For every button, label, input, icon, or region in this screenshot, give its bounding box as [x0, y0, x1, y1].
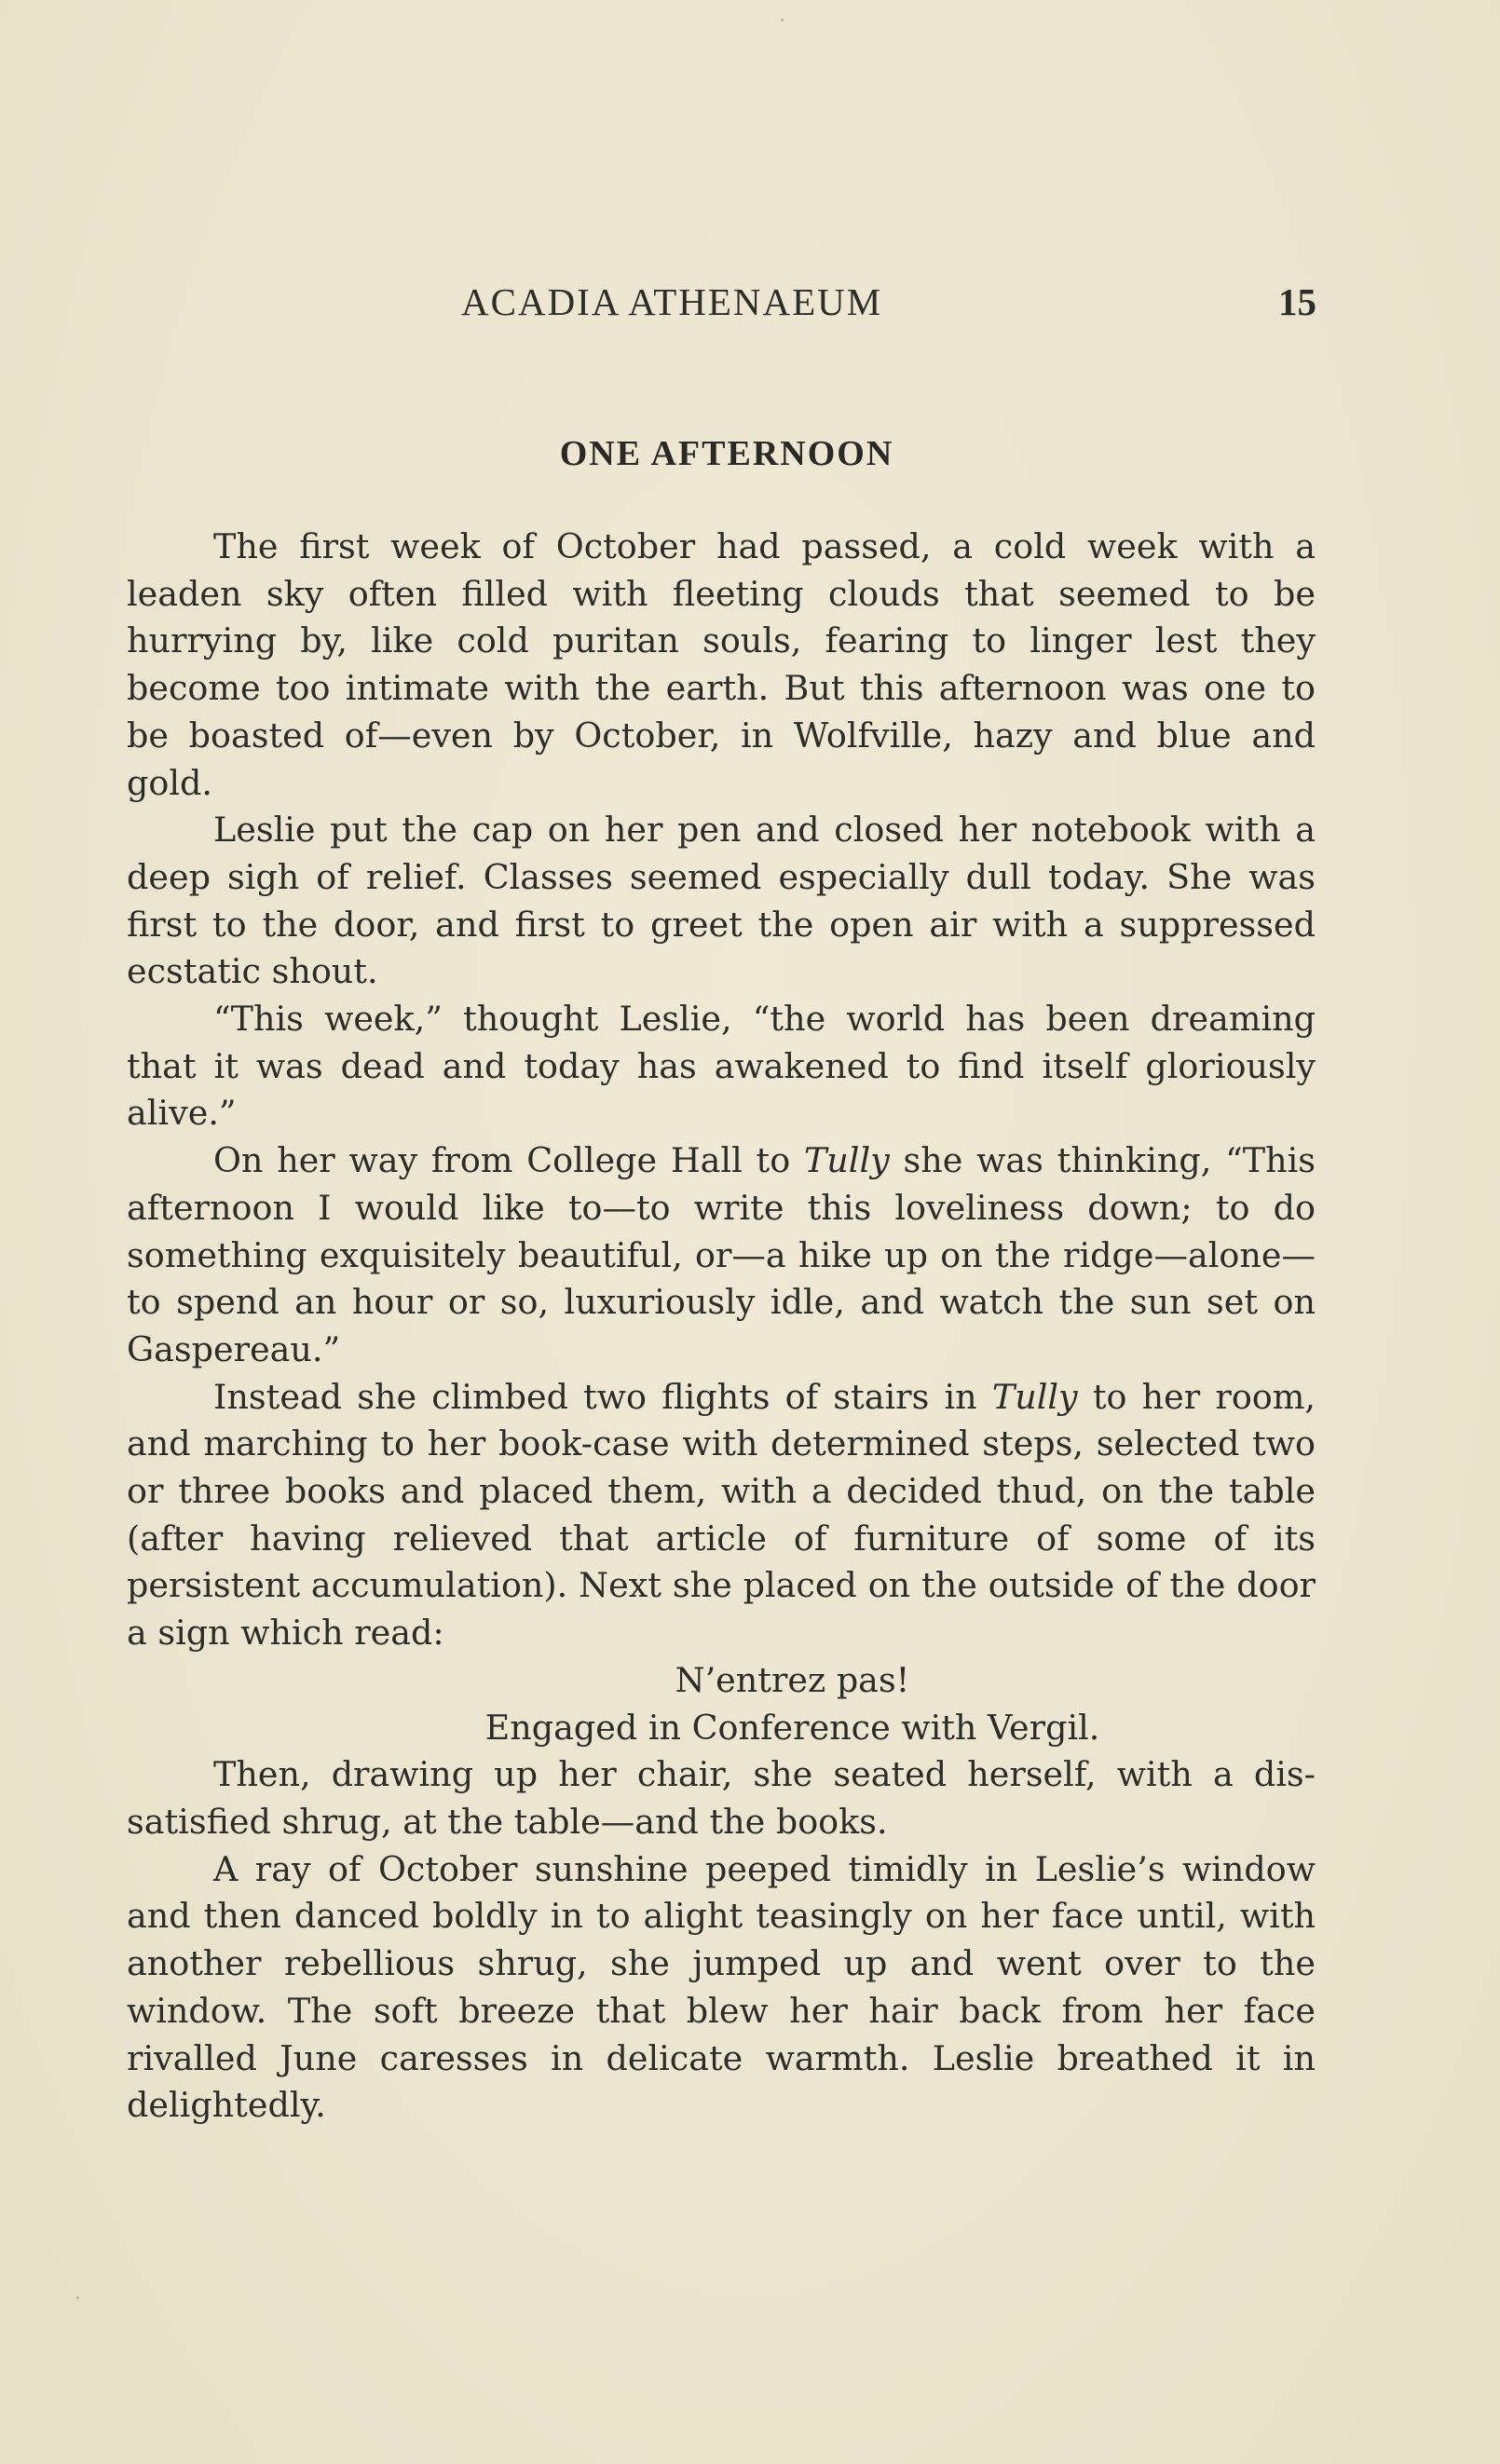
article-title: ONE AFTERNOON: [559, 434, 894, 473]
paragraph-3: “This week,” thought Leslie, “the world has been dreaming that it was dead and today has awakened to find itself gloriously alive.”: [127, 999, 1316, 1134]
door-sign-line-1: N’entrez pas!: [675, 1659, 910, 1700]
paragraph-2: Leslie put the cap on her pen and closed her notebook with a deep sigh of relief. Classes seemed especially dull today. She was first to the door, and first to greet the open air with a suppressed ecstatic shout.: [127, 810, 1316, 992]
paragraph-1: The first week of October had passed, a cold week with a leaden sky often filled with fleeting clouds that seemed to be hurrying by, like cold puritan souls, fearing to linger lest they become too intimate with the earth. But this afternoon was one to be boasted of—even by October, in Wolfville, hazy and blue and gold.: [127, 526, 1316, 803]
paragraph-5-text-b: to her room, and marching to her book-case with determined steps, selected two or three books and placed them, with a decided thud, on the table (after having relieved that article of furniture of some of its persistent accumulation). Next she placed on the outside of the door a sign which read:: [127, 1376, 1316, 1654]
paper-speck: [76, 2296, 79, 2299]
paragraph-4: [127, 1137, 1316, 1374]
paragraph-5: [127, 1374, 1316, 1657]
paragraph-7: A ray of October sunshine peeped timidly in Leslie’s window and then danced boldly in to alight teasingly on her face until, with another rebellious shrug, she jumped up and went over to the window. The soft breeze that blew her hair back from her face rivalled June caresses in delicate warmth. Leslie breathed it in delightedly.: [127, 1848, 1316, 2126]
paper-speck: [781, 19, 784, 21]
page-number: 15: [1278, 280, 1316, 323]
paragraph-4-text-b: she was thinking, “This afternoon I would like to—to write this loveliness down; to do something exquisitely beautiful, or—a hike up on the ridge—alone—to spend an hour or so, luxuriously idle, and watch the sun set on Gaspereau.”: [127, 1140, 1316, 1369]
door-sign-line-2: Engaged in Conference with Vergil.: [484, 1707, 1100, 1748]
running-head: ACADIA ATHENAEUM: [461, 280, 883, 323]
paragraph-6: Then, drawing up her chair, she seated herself, with a dissatisfied shrug, at the table—and the books.: [127, 1754, 1316, 1842]
paragraph-4-text-a: On her way from College Hall to: [213, 1140, 804, 1181]
paragraph-5-text-a: Instead she climbed two flights of stairs in: [213, 1376, 992, 1417]
paragraph-4-italic: Tully: [803, 1140, 890, 1181]
article-body: [127, 524, 1316, 2130]
paragraph-5-italic: Tully: [991, 1376, 1078, 1417]
